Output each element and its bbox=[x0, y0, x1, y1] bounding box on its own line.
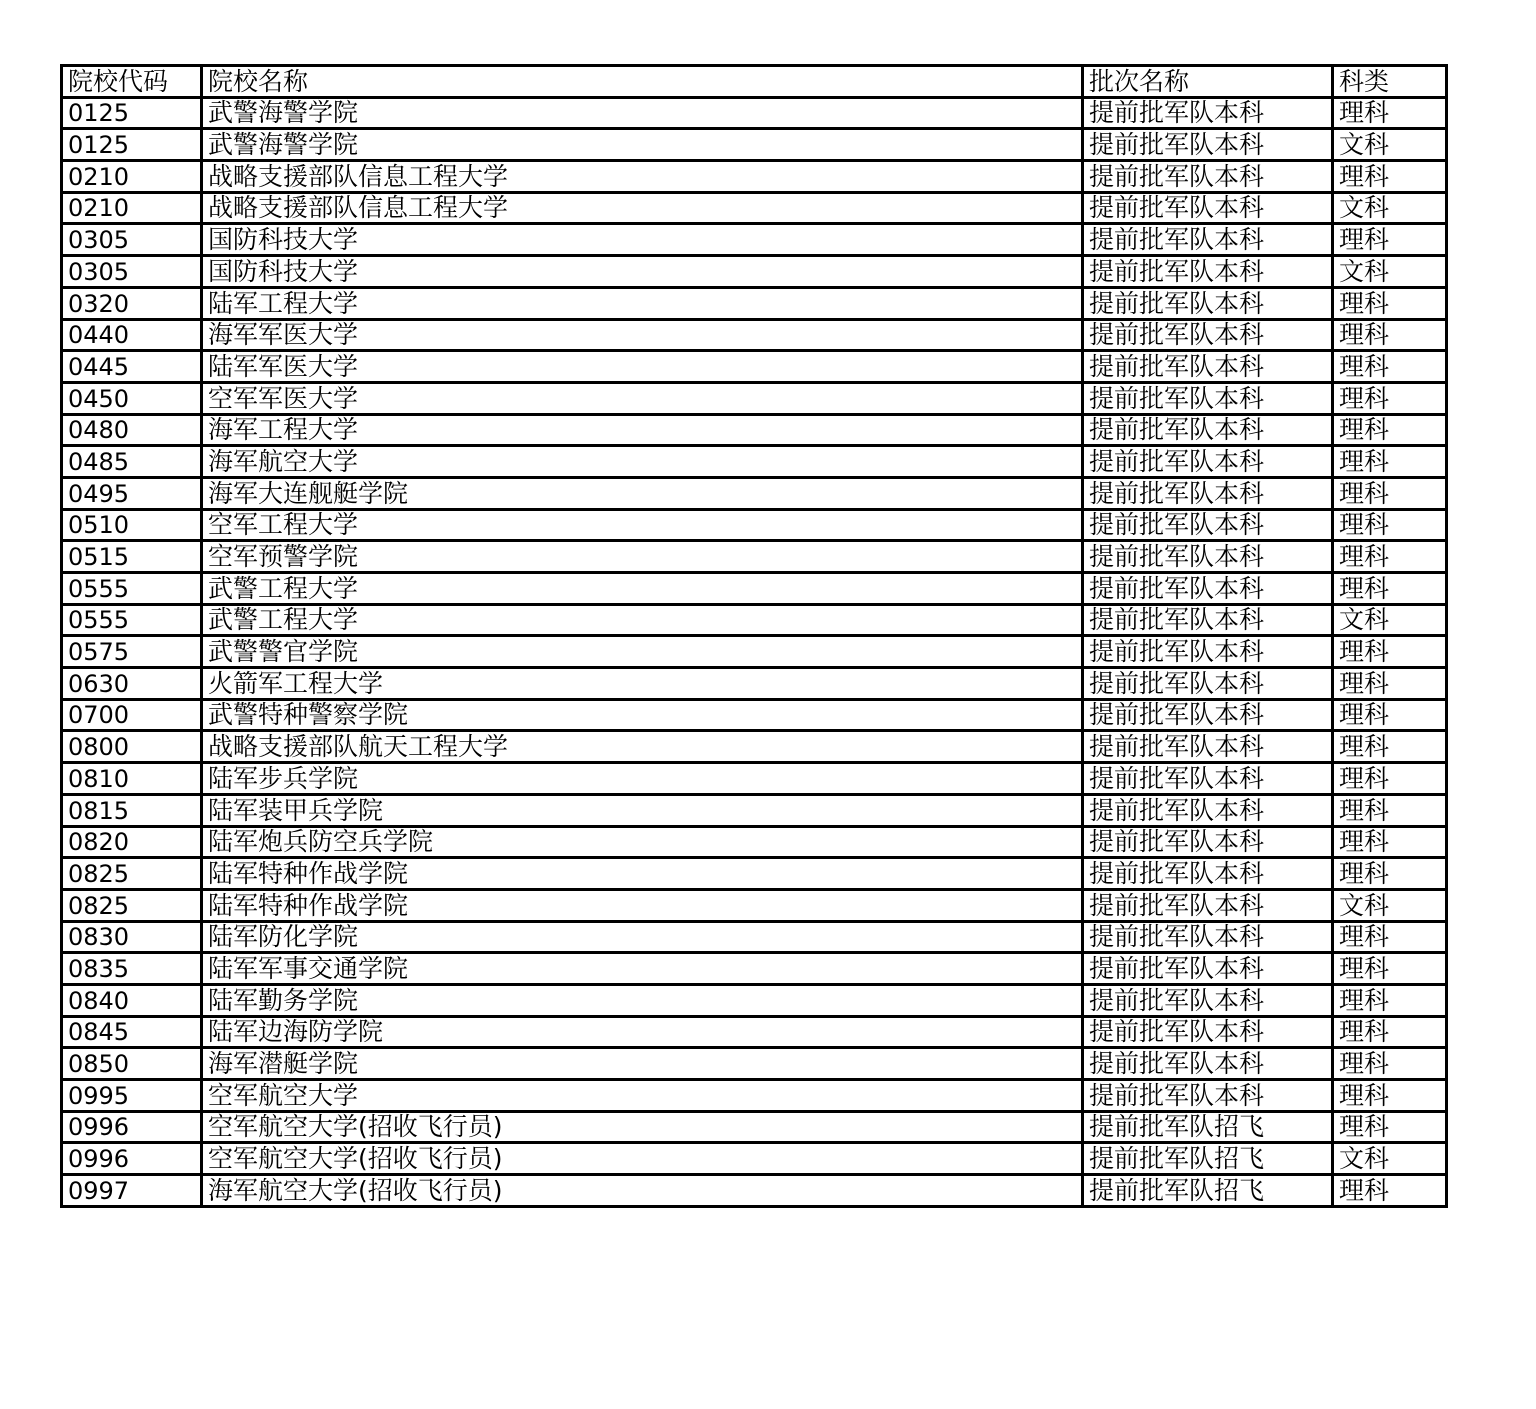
table-row bbox=[62, 129, 1447, 161]
cell-batch-name: 提前批军队本科 bbox=[1083, 224, 1333, 256]
cell-batch-name: 提前批军队本科 bbox=[1083, 477, 1333, 509]
cell-batch-name: 提前批军队本科 bbox=[1083, 161, 1333, 193]
cell-batch-name: 提前批军队本科 bbox=[1083, 541, 1333, 573]
table-row bbox=[62, 731, 1447, 763]
cell-school-name: 空军工程大学 bbox=[202, 509, 1083, 541]
column-header-code: 院校代码 bbox=[62, 66, 202, 98]
cell-school-code: 0996 bbox=[62, 1143, 202, 1175]
cell-school-code: 0210 bbox=[62, 192, 202, 224]
table-row bbox=[62, 858, 1447, 890]
cell-category: 理科 bbox=[1333, 382, 1447, 414]
cell-category: 理科 bbox=[1333, 446, 1447, 478]
table-row bbox=[62, 1080, 1447, 1112]
cell-category: 理科 bbox=[1333, 1048, 1447, 1080]
cell-category: 理科 bbox=[1333, 509, 1447, 541]
cell-school-code: 0450 bbox=[62, 382, 202, 414]
cell-school-code: 0495 bbox=[62, 477, 202, 509]
cell-batch-name: 提前批军队本科 bbox=[1083, 446, 1333, 478]
table-row bbox=[62, 953, 1447, 985]
cell-school-code: 0825 bbox=[62, 858, 202, 890]
cell-batch-name: 提前批军队本科 bbox=[1083, 921, 1333, 953]
cell-school-name: 空军航空大学(招收飞行员) bbox=[202, 1111, 1083, 1143]
cell-category: 文科 bbox=[1333, 889, 1447, 921]
cell-category: 理科 bbox=[1333, 921, 1447, 953]
cell-school-code: 0820 bbox=[62, 826, 202, 858]
column-header-name: 院校名称 bbox=[202, 66, 1083, 98]
cell-school-name: 武警工程大学 bbox=[202, 573, 1083, 605]
cell-school-name: 海军潜艇学院 bbox=[202, 1048, 1083, 1080]
cell-school-code: 0825 bbox=[62, 889, 202, 921]
cell-school-name: 海军大连舰艇学院 bbox=[202, 477, 1083, 509]
table-row bbox=[62, 509, 1447, 541]
table-row bbox=[62, 921, 1447, 953]
cell-category: 理科 bbox=[1333, 414, 1447, 446]
cell-batch-name: 提前批军队本科 bbox=[1083, 287, 1333, 319]
cell-school-name: 武警特种警察学院 bbox=[202, 699, 1083, 731]
table-row bbox=[62, 604, 1447, 636]
cell-batch-name: 提前批军队本科 bbox=[1083, 636, 1333, 668]
cell-school-code: 0810 bbox=[62, 763, 202, 795]
cell-category: 理科 bbox=[1333, 319, 1447, 351]
cell-category: 理科 bbox=[1333, 668, 1447, 700]
cell-batch-name: 提前批军队本科 bbox=[1083, 699, 1333, 731]
cell-school-code: 0440 bbox=[62, 319, 202, 351]
cell-school-name: 空军军医大学 bbox=[202, 382, 1083, 414]
cell-school-name: 陆军工程大学 bbox=[202, 287, 1083, 319]
cell-category: 理科 bbox=[1333, 763, 1447, 795]
cell-category: 文科 bbox=[1333, 1143, 1447, 1175]
cell-school-code: 0850 bbox=[62, 1048, 202, 1080]
cell-school-code: 0575 bbox=[62, 636, 202, 668]
cell-school-name: 海军军医大学 bbox=[202, 319, 1083, 351]
cell-batch-name: 提前批军队本科 bbox=[1083, 414, 1333, 446]
table-row bbox=[62, 763, 1447, 795]
cell-school-code: 0515 bbox=[62, 541, 202, 573]
cell-batch-name: 提前批军队本科 bbox=[1083, 731, 1333, 763]
table-row bbox=[62, 477, 1447, 509]
cell-school-name: 海军航空大学(招收飞行员) bbox=[202, 1175, 1083, 1207]
cell-school-name: 武警警官学院 bbox=[202, 636, 1083, 668]
table-row bbox=[62, 287, 1447, 319]
cell-school-code: 0800 bbox=[62, 731, 202, 763]
cell-school-name: 陆军特种作战学院 bbox=[202, 858, 1083, 890]
table-row bbox=[62, 414, 1447, 446]
table-row bbox=[62, 1111, 1447, 1143]
table-row bbox=[62, 319, 1447, 351]
cell-batch-name: 提前批军队本科 bbox=[1083, 1048, 1333, 1080]
cell-category: 理科 bbox=[1333, 636, 1447, 668]
cell-school-code: 0996 bbox=[62, 1111, 202, 1143]
table-row bbox=[62, 192, 1447, 224]
cell-batch-name: 提前批军队招飞 bbox=[1083, 1111, 1333, 1143]
cell-batch-name: 提前批军队本科 bbox=[1083, 97, 1333, 129]
cell-school-name: 空军航空大学(招收飞行员) bbox=[202, 1143, 1083, 1175]
cell-batch-name: 提前批军队本科 bbox=[1083, 1016, 1333, 1048]
cell-school-name: 陆军装甲兵学院 bbox=[202, 794, 1083, 826]
table-header-row bbox=[62, 66, 1447, 98]
table-row bbox=[62, 382, 1447, 414]
cell-school-code: 0210 bbox=[62, 161, 202, 193]
cell-school-code: 0320 bbox=[62, 287, 202, 319]
cell-batch-name: 提前批军队本科 bbox=[1083, 509, 1333, 541]
cell-batch-name: 提前批军队本科 bbox=[1083, 858, 1333, 890]
cell-batch-name: 提前批军队本科 bbox=[1083, 351, 1333, 383]
cell-batch-name: 提前批军队本科 bbox=[1083, 668, 1333, 700]
cell-school-name: 陆军边海防学院 bbox=[202, 1016, 1083, 1048]
admissions-table bbox=[60, 64, 1448, 1208]
cell-category: 理科 bbox=[1333, 984, 1447, 1016]
cell-school-code: 0700 bbox=[62, 699, 202, 731]
cell-category: 文科 bbox=[1333, 256, 1447, 288]
cell-batch-name: 提前批军队招飞 bbox=[1083, 1143, 1333, 1175]
table-row bbox=[62, 351, 1447, 383]
cell-batch-name: 提前批军队本科 bbox=[1083, 256, 1333, 288]
cell-category: 理科 bbox=[1333, 97, 1447, 129]
cell-category: 理科 bbox=[1333, 1016, 1447, 1048]
cell-batch-name: 提前批军队本科 bbox=[1083, 1080, 1333, 1112]
cell-category: 理科 bbox=[1333, 731, 1447, 763]
cell-school-name: 战略支援部队信息工程大学 bbox=[202, 192, 1083, 224]
cell-school-code: 0845 bbox=[62, 1016, 202, 1048]
cell-category: 理科 bbox=[1333, 573, 1447, 605]
cell-batch-name: 提前批军队本科 bbox=[1083, 794, 1333, 826]
cell-school-name: 武警海警学院 bbox=[202, 129, 1083, 161]
cell-category: 理科 bbox=[1333, 1111, 1447, 1143]
cell-school-name: 陆军勤务学院 bbox=[202, 984, 1083, 1016]
cell-school-code: 0995 bbox=[62, 1080, 202, 1112]
table-row bbox=[62, 161, 1447, 193]
table-row bbox=[62, 636, 1447, 668]
cell-school-name: 陆军特种作战学院 bbox=[202, 889, 1083, 921]
cell-school-code: 0835 bbox=[62, 953, 202, 985]
table-row bbox=[62, 826, 1447, 858]
table-row bbox=[62, 224, 1447, 256]
cell-school-name: 海军工程大学 bbox=[202, 414, 1083, 446]
cell-school-name: 国防科技大学 bbox=[202, 224, 1083, 256]
cell-category: 理科 bbox=[1333, 794, 1447, 826]
table-row bbox=[62, 699, 1447, 731]
cell-school-code: 0125 bbox=[62, 97, 202, 129]
cell-batch-name: 提前批军队本科 bbox=[1083, 192, 1333, 224]
cell-school-code: 0305 bbox=[62, 256, 202, 288]
cell-category: 理科 bbox=[1333, 541, 1447, 573]
table-row bbox=[62, 573, 1447, 605]
cell-school-name: 空军航空大学 bbox=[202, 1080, 1083, 1112]
cell-school-name: 武警海警学院 bbox=[202, 97, 1083, 129]
cell-school-name: 陆军炮兵防空兵学院 bbox=[202, 826, 1083, 858]
cell-school-code: 0997 bbox=[62, 1175, 202, 1207]
cell-school-code: 0125 bbox=[62, 129, 202, 161]
cell-batch-name: 提前批军队本科 bbox=[1083, 984, 1333, 1016]
cell-school-code: 0840 bbox=[62, 984, 202, 1016]
cell-category: 理科 bbox=[1333, 953, 1447, 985]
table-row bbox=[62, 1016, 1447, 1048]
cell-school-code: 0630 bbox=[62, 668, 202, 700]
cell-batch-name: 提前批军队本科 bbox=[1083, 604, 1333, 636]
cell-school-name: 战略支援部队航天工程大学 bbox=[202, 731, 1083, 763]
cell-category: 理科 bbox=[1333, 1080, 1447, 1112]
cell-batch-name: 提前批军队本科 bbox=[1083, 382, 1333, 414]
cell-school-name: 火箭军工程大学 bbox=[202, 668, 1083, 700]
cell-school-name: 陆军步兵学院 bbox=[202, 763, 1083, 795]
cell-school-name: 国防科技大学 bbox=[202, 256, 1083, 288]
table-row bbox=[62, 97, 1447, 129]
cell-school-name: 战略支援部队信息工程大学 bbox=[202, 161, 1083, 193]
table-row bbox=[62, 256, 1447, 288]
cell-school-name: 武警工程大学 bbox=[202, 604, 1083, 636]
cell-batch-name: 提前批军队本科 bbox=[1083, 129, 1333, 161]
cell-category: 理科 bbox=[1333, 161, 1447, 193]
cell-school-code: 0445 bbox=[62, 351, 202, 383]
cell-category: 理科 bbox=[1333, 858, 1447, 890]
cell-school-name: 陆军军医大学 bbox=[202, 351, 1083, 383]
column-header-category: 科类 bbox=[1333, 66, 1447, 98]
cell-category: 文科 bbox=[1333, 192, 1447, 224]
cell-school-name: 陆军防化学院 bbox=[202, 921, 1083, 953]
cell-category: 文科 bbox=[1333, 604, 1447, 636]
table-row bbox=[62, 1175, 1447, 1207]
cell-category: 理科 bbox=[1333, 699, 1447, 731]
cell-batch-name: 提前批军队招飞 bbox=[1083, 1175, 1333, 1207]
cell-category: 文科 bbox=[1333, 129, 1447, 161]
cell-school-code: 0815 bbox=[62, 794, 202, 826]
cell-batch-name: 提前批军队本科 bbox=[1083, 826, 1333, 858]
cell-school-code: 0510 bbox=[62, 509, 202, 541]
table-row bbox=[62, 889, 1447, 921]
cell-school-code: 0480 bbox=[62, 414, 202, 446]
table-row bbox=[62, 984, 1447, 1016]
cell-category: 理科 bbox=[1333, 287, 1447, 319]
cell-category: 理科 bbox=[1333, 1175, 1447, 1207]
cell-category: 理科 bbox=[1333, 224, 1447, 256]
table-row bbox=[62, 446, 1447, 478]
cell-batch-name: 提前批军队本科 bbox=[1083, 953, 1333, 985]
table-row bbox=[62, 1143, 1447, 1175]
table-row bbox=[62, 1048, 1447, 1080]
cell-school-name: 空军预警学院 bbox=[202, 541, 1083, 573]
cell-school-code: 0555 bbox=[62, 604, 202, 636]
column-header-batch: 批次名称 bbox=[1083, 66, 1333, 98]
cell-category: 理科 bbox=[1333, 351, 1447, 383]
cell-category: 理科 bbox=[1333, 826, 1447, 858]
cell-batch-name: 提前批军队本科 bbox=[1083, 319, 1333, 351]
table-row bbox=[62, 668, 1447, 700]
cell-batch-name: 提前批军队本科 bbox=[1083, 763, 1333, 795]
cell-category: 理科 bbox=[1333, 477, 1447, 509]
cell-school-name: 陆军军事交通学院 bbox=[202, 953, 1083, 985]
cell-school-code: 0485 bbox=[62, 446, 202, 478]
cell-school-name: 海军航空大学 bbox=[202, 446, 1083, 478]
cell-batch-name: 提前批军队本科 bbox=[1083, 889, 1333, 921]
table-body bbox=[62, 97, 1447, 1206]
cell-school-code: 0305 bbox=[62, 224, 202, 256]
cell-school-code: 0830 bbox=[62, 921, 202, 953]
cell-batch-name: 提前批军队本科 bbox=[1083, 573, 1333, 605]
table-row bbox=[62, 541, 1447, 573]
table-row bbox=[62, 794, 1447, 826]
cell-school-code: 0555 bbox=[62, 573, 202, 605]
